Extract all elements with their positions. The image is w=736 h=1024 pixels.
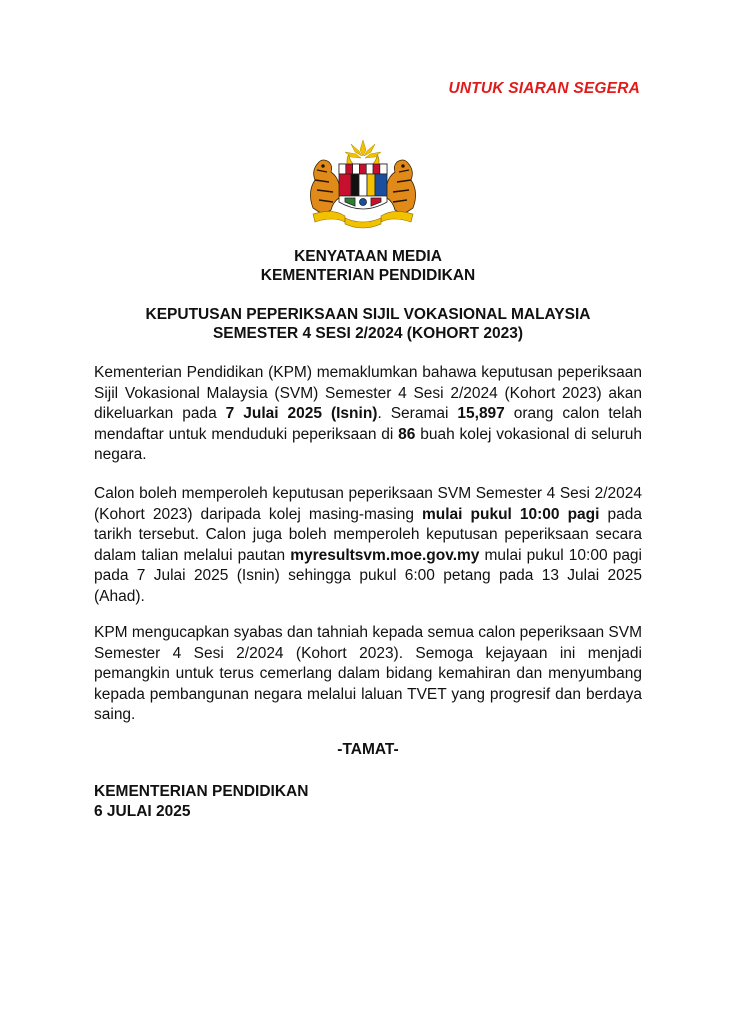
release-date: 7 Julai 2025 (Isnin) [225,405,378,423]
college-count: 86 [398,425,416,443]
subject-line-1: KEPUTUSAN PEPERIKSAAN SIJIL VOKASIONAL MALAYSIA [145,306,591,323]
shield [339,164,387,209]
motto-scroll [313,211,413,228]
paragraph-2-text-c: mulai pukul 10:00 pagi pada 7 Julai 2025 (Isnin) sehingga pukul 6:00 petang pada 13 Julai 2025 (Ahad). [94,546,642,605]
release-time: mulai pukul 10:00 pagi [422,505,600,523]
paragraph-1-text-b: . Seramai [377,405,458,423]
subject-line-2: SEMESTER 4 SESI 2/2024 (KOHORT 2023) [212,325,524,342]
left-tiger [310,160,339,213]
subject-heading [0,305,736,343]
signoff [94,782,308,821]
title-line-1: KENYATAAN MEDIA [294,248,442,265]
right-tiger [387,160,416,213]
paragraph-2 [94,484,642,608]
paragraph-3: KPM mengucapkan syabas dan tahniah kepada semua calon peperiksaan SVM Semester 4 Sesi 2/2024 (Kohort 2023). Semoga kejayaan ini menjadi pemangkin untuk terus cemerlang dalam bidang kemahiran dan menyumbang kepada pembangunan negara melalui laluan TVET yang progresif dan berdaya saing. [94,624,643,724]
signoff-org: KEMENTERIAN PENDIDIKAN [94,783,309,800]
paragraph-2-text-b: pada tarikh tersebut. Calon juga boleh memperoleh keputusan peperiksaan secara dalam talian melalui pautan [94,505,642,564]
signoff-date: 6 JULAI 2025 [94,802,191,820]
paragraph-2-text-a: Calon boleh memperoleh keputusan peperiksaan SVM Semester 4 Sesi 2/2024 (Kohort 2023) daripada kolej masing-masing [94,485,642,523]
end-marker: -TAMAT- [337,741,399,758]
paragraph-1 [94,363,642,466]
paragraph-1-text-c: orang calon telah mendaftar untuk menduduki peperiksaan di [94,405,642,443]
urgent-release-label: UNTUK SIARAN SEGERA [448,80,640,97]
coat-of-arms-icon [293,136,433,232]
results-link[interactable]: myresultsvm.moe.gov.my [290,546,480,564]
media-statement-title [0,247,736,285]
paragraph-1-text-a: Kementerian Pendidikan (KPM) memaklumkan bahawa keputusan peperiksaan Sijil Vokasional Malaysia (SVM) Semester 4 Sesi 2/2024 (Kohort 2023) akan dikeluarkan pada [94,364,642,423]
paragraph-1-text-d: buah kolej vokasional di seluruh negara. [94,425,643,464]
title-line-2: KEMENTERIAN PENDIDIKAN [260,267,476,284]
candidate-count: 15,897 [457,405,505,423]
